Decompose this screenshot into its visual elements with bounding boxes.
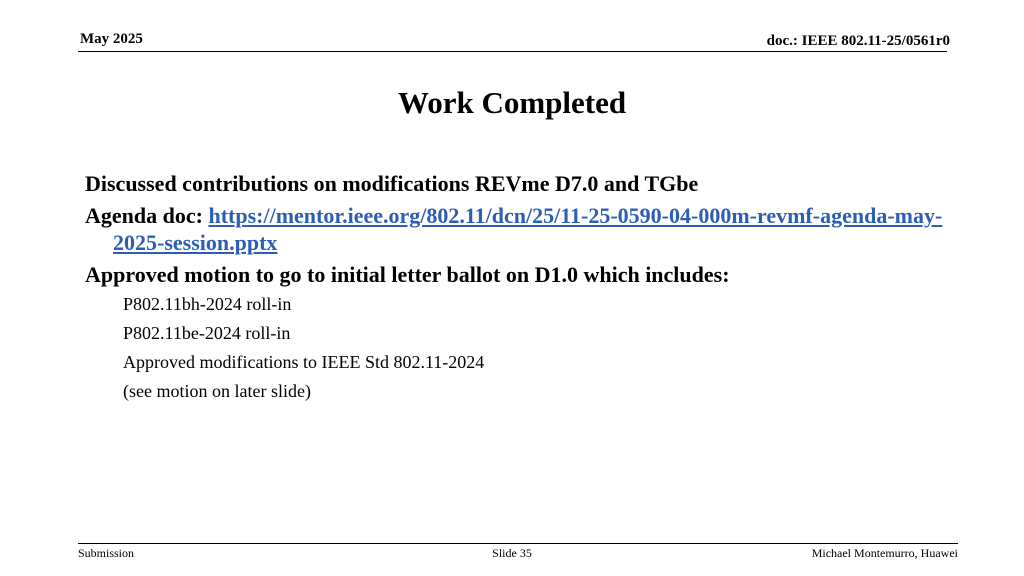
footer-slide-number: Slide 35 — [492, 546, 532, 560]
footer-author: Michael Montemurro, Huawei — [811, 546, 958, 560]
subitem-bh-rollin: P802.11bh-2024 roll-in — [123, 294, 292, 314]
bullet-agenda — [85, 202, 945, 256]
bullet-approved-motion: Approved motion to go to initial letter ballot on D1.0 which includes: — [85, 262, 730, 287]
subitem-see-motion: (see motion on later slide) — [123, 381, 311, 401]
subitem-approved-mods: Approved modifications to IEEE Std 802.11-2024 — [123, 352, 485, 372]
slide-body — [85, 170, 945, 409]
footer-divider — [78, 543, 958, 544]
slide-title: Work Completed — [397, 85, 627, 120]
header-date: May 2025 — [80, 31, 143, 47]
agenda-link[interactable]: https://mentor.ieee.org/802.11/dcn/25/11-25-0590-04-000m-revmf-agenda-may-2025-session.pptx — [113, 203, 943, 255]
subitem-be-rollin: P802.11be-2024 roll-in — [123, 323, 291, 343]
bullet-discussed: Discussed contributions on modifications REVme D7.0 and TGbe — [85, 171, 699, 196]
agenda-label: Agenda doc: — [85, 203, 209, 228]
header-doc-id: doc.: IEEE 802.11-25/0561r0 — [766, 33, 950, 49]
header-divider — [78, 51, 947, 52]
footer-submission: Submission — [78, 546, 135, 560]
